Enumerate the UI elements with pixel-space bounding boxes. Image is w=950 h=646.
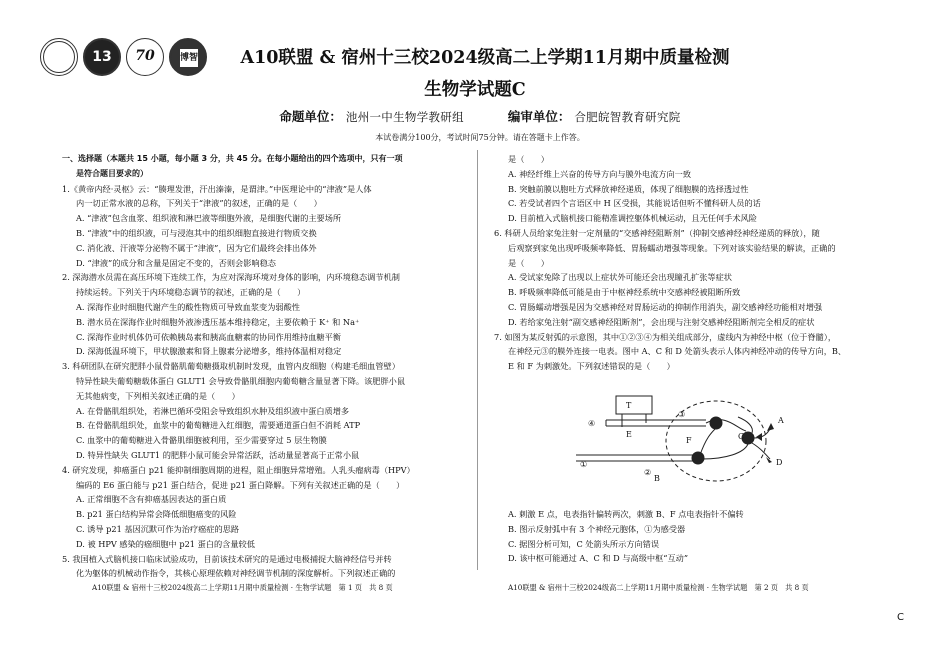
exam-subtitle: 生物学试题C (424, 80, 526, 100)
galvanometer-box (616, 396, 652, 414)
question-text-line: A. 在骨骼肌组织处，若淋巴循环受阻会导致组织水肿及组织液中蛋白质增多 (76, 405, 350, 416)
right-column-options (494, 507, 874, 566)
question-text-line: B. “津液”中的组织液，可与浸泡其中的组织细胞直接进行物质交换 (76, 227, 317, 238)
reviewer-value: 合肥皖智教育研究院 (574, 110, 681, 124)
question-text-line: 化为躯体的机械动作指令，其核心原理依赖对神经调节机制的深度解析。下列叙述正确的 (76, 568, 396, 579)
question-text-line: A. 深海作业时细胞代谢产生的酸性物质可导致血浆变为弱酸性 (76, 301, 300, 312)
question-text-line: 3. 科研团队在研究肥胖小鼠骨骼肌葡萄糖摄取机制时发现，血管内皮细胞（构建毛细血管壁） (62, 361, 400, 372)
question-text-line: 一、选择题（本题共 15 小题，每小题 3 分，共 45 分。在每小题给出的四个选项中，只有一项 (62, 154, 403, 163)
question-text-line: 是（ ） (508, 154, 549, 164)
question-text-line: 在神经元③的膜外连接一电表。图中 A、C 和 D 处箭头表示人体内神经冲动的传导方向，B、 (508, 346, 847, 357)
footer-page-2: A10联盟 & 宿州十三校2024级高二上学期11月期中质量检测 · 生物学试题 第 2 页 共 8 页 (508, 583, 809, 592)
question-text-line: 4. 研究发现，抑癌蛋白 p21 能抑制细胞周期的进程，阻止细胞异常增殖。人乳头瘤病毒（HPV） (62, 464, 415, 475)
label-2: ② (644, 468, 652, 477)
question-text-line: 2. 深海潜水员需在高压环境下连续工作，为应对深海环境对身体的影响，内环境稳态调节机制 (62, 272, 400, 283)
reflex-arc-diagram (566, 393, 786, 497)
label-E: E (626, 430, 632, 439)
question-text-line: A. 正常细胞不含有抑癌基因表达的蛋白质 (76, 494, 227, 505)
question-text-line: C. 血浆中的葡萄糖进入骨骼肌细胞被利用，至少需要穿过 5 层生物膜 (76, 435, 327, 446)
question-text-line: D. 目前植入式脑机接口能精准调控躯体机械运动，且无任何手术风险 (508, 213, 757, 224)
exam-instructions: 本试卷满分100分，考试时间75分钟。请在答题卡上作答。 (375, 133, 585, 142)
question-text-line: C. 诱导 p21 基因沉默可作为治疗癌症的思路 (76, 523, 240, 534)
question-text-line: 1.《黄帝内经·灵枢》云：“腠理发泄，汗出溱溱，是谓津。”中医理论中的“津液”是人体 (62, 183, 372, 194)
exam-units (200, 107, 760, 125)
column-divider (477, 150, 478, 570)
question-text-line: C. 深海作业时机体仍可依赖胰岛素和胰高血糖素的协同作用维持血糖平衡 (76, 331, 341, 342)
question-text-line: 后观察到家兔出现呼吸频率降低、胃肠蠕动增强等现象。下列对该实验结果的解读，正确的 (508, 242, 836, 253)
bozhi-education-logo: 博智 (169, 38, 207, 76)
question-text-line: 5. 我国植入式脑机接口临床试验成功，目前该技术研究的是通过电极捕捉大脑神经信号并转 (62, 553, 392, 564)
label-D: D (776, 458, 783, 467)
school-13-logo: 13 (83, 38, 121, 76)
reviewer-label: 编审单位： (507, 109, 571, 124)
label-A: A (778, 416, 784, 425)
question-text-line: D. 特异性缺失 GLUT1 的肥胖小鼠可能会异常活跃，活动量显著高于正常小鼠 (76, 449, 360, 460)
footer-page-1: A10联盟 & 宿州十三校2024级高二上学期11月期中质量检测 · 生物学试题 第 1 页 共 8 页 (92, 583, 393, 592)
question-text-line: D. 若给家兔注射“副交感神经阻断剂”，会出现与注射交感神经阻断剂完全相反的症状 (508, 316, 815, 327)
question-text-line: 是符合题目要求的） (76, 168, 148, 178)
school-seal-logo (40, 38, 78, 76)
question-text-line: A. 神经纤维上兴奋的传导方向与膜外电流方向一致 (508, 168, 692, 179)
exam-title: A10联盟 & 宿州十三校2024级高二上学期11月期中质量检测 (240, 48, 730, 68)
question-text-line: 持续运转。下列关于内环境稳态调节的叙述，正确的是（ ） (76, 287, 306, 298)
question-text-line: E 和 F 为刺激处。下列叙述错误的是（ ） (508, 361, 675, 372)
question-text-line: 内一切正常水液的总称，下列关于“津液”的叙述，正确的是（ ） (76, 198, 322, 209)
question-text-line: C. 据图分析可知，C 处箭头所示方向错误 (508, 538, 660, 549)
question-text-line: 编码的 E6 蛋白能与 p21 蛋白结合，促进 p21 蛋白降解。下列有关叙述正确的是（ ） (76, 479, 405, 490)
question-text-line: D. 被 HPV 感染的癌细胞中 p21 蛋白的含量较低 (76, 538, 255, 549)
proposer-value: 池州一中生物学教研组 (345, 110, 464, 124)
label-F: F (686, 436, 692, 445)
label-4: ④ (588, 419, 596, 428)
question-text-line: B. 图示反射弧中有 3 个神经元胞体，①为感受器 (508, 523, 686, 534)
left-column (62, 152, 462, 581)
question-text-line: D. 该中枢可能通过 A、C 和 D 与高级中枢“互动” (508, 553, 689, 564)
question-text-line: 无其他病变，下列相关叙述正确的是（ ） (76, 390, 240, 401)
right-column (494, 152, 874, 374)
question-text-line: A. 刺激 E 点，电表指针偏转两次，刺激 B、F 点电表指针不偏转 (508, 509, 744, 519)
question-text-line: 6. 科研人员给家兔注射一定剂量的“交感神经阻断剂”（抑制交感神经神经递质的释放），随 (494, 227, 820, 238)
question-text-line: 特异性缺失葡萄糖载体蛋白 GLUT1 会导致骨骼肌细胞内葡萄糖含量显著下降。该肥胖小鼠 (76, 375, 406, 386)
meter-label: T (626, 401, 632, 410)
question-text-line: D. 深海低温环境下，甲状腺激素和肾上腺素分泌增多，维持体温相对稳定 (76, 346, 342, 357)
label-C: C (738, 432, 745, 441)
question-text-line: D. “津液”的成分和含量是固定不变的，否则会影响稳态 (76, 257, 276, 268)
question-text-line: B. 突触前膜以胞吐方式释放神经递质，体现了细胞膜的选择透过性 (508, 183, 749, 194)
question-text-line: C. 胃肠蠕动增强是因为交感神经对胃肠运动的抑制作用消失，副交感神经功能相对增强 (508, 301, 823, 312)
question-text-line: 7. 如图为某反射弧的示意图，其中①②③④为相关组成部分，虚线内为神经中枢（位于脊髓）， (494, 331, 837, 342)
corner-version-mark: C (897, 612, 904, 623)
question-text-line: C. 消化液、汗液等分泌物不属于“津液”，因为它们最终会排出体外 (76, 242, 317, 253)
question-text-line: B. p21 蛋白结构异常会降低细胞癌变的风险 (76, 509, 237, 520)
label-1: ① (580, 460, 588, 469)
anniversary-70-logo: 70 (126, 38, 164, 76)
question-text-line: B. 潜水员在深海作业时细胞外液渗透压基本维持稳定，主要依赖于 K⁺ 和 Na⁺ (76, 316, 360, 327)
question-text-line: A. 受试家兔除了出现以上症状外可能还会出现瞳孔扩张等症状 (508, 272, 732, 283)
question-text-line: B. 在骨骼肌组织处，血浆中的葡萄糖进入红细胞，需要通道蛋白但不消耗 ATP (76, 420, 361, 431)
proposer-label: 命题单位： (279, 109, 342, 124)
label-3: ③ (678, 410, 686, 419)
question-text-line: A. “津液”包含血浆、组织液和淋巴液等细胞外液，是细胞代谢的主要场所 (76, 213, 342, 224)
label-B: B (654, 474, 660, 483)
question-text-line: 是（ ） (508, 257, 549, 268)
question-text-line: B. 呼吸频率降低可能是由于中枢神经系统中交感神经被阻断所致 (508, 287, 741, 298)
question-text-line: C. 若受试者四个言语区中 H 区受损，其能说话但听不懂科研人员的话 (508, 198, 761, 209)
